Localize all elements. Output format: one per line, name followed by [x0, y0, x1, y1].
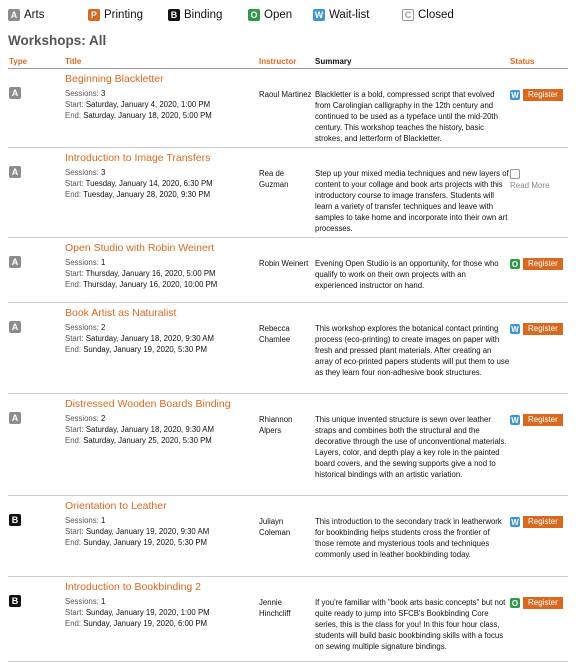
- status-cell: [510, 258, 563, 270]
- type-badge-icon: B: [9, 595, 21, 607]
- sessions-value: 2: [100, 414, 106, 423]
- end-label: End:: [65, 619, 84, 628]
- col-instructor: Instructor: [259, 57, 297, 66]
- sessions-label: Sessions:: [65, 597, 101, 606]
- end-value: Thursday, January 16, 2020, 10:00 PM: [83, 280, 218, 289]
- legend-item-wait-list: [313, 9, 369, 21]
- workshop-summary: This workshop explores the botanical contact printing process (eco-printing) to create images on paper with fresh and pressed plant materials. After creating an array of eco-printed papers students will put them to use as they learn four non-adhesive book structures.: [315, 324, 510, 377]
- instructor-name: Juliayn Coleman: [259, 517, 291, 537]
- legend-label: Arts: [24, 9, 45, 21]
- table-row: [8, 394, 568, 496]
- start-value: Thursday, January 16, 2020, 5:00 PM: [85, 269, 216, 278]
- instructor-name: Robin Weinert: [259, 259, 309, 268]
- workshop-schedule: [65, 88, 212, 121]
- type-badge-icon: B: [9, 514, 21, 526]
- workshop-schedule: [65, 413, 214, 446]
- status-badge-icon: W: [511, 517, 519, 527]
- type-badge-icon: A: [9, 321, 21, 333]
- sessions-value: 3: [100, 89, 106, 98]
- sessions-label: Sessions:: [65, 323, 101, 332]
- workshop-title-link[interactable]: Introduction to Bookbinding 2: [65, 581, 202, 593]
- end-label: End:: [65, 190, 84, 199]
- col-type: Type: [9, 57, 28, 66]
- status-cell: [510, 168, 550, 190]
- sessions-label: Sessions:: [65, 168, 101, 177]
- instructor-name: Jennie Hinchcliff: [259, 598, 291, 618]
- register-button[interactable]: Register: [523, 516, 563, 528]
- workshop-title-link[interactable]: Orientation to Leather: [65, 500, 167, 512]
- sessions-label: Sessions:: [65, 89, 101, 98]
- start-label: Start:: [65, 179, 86, 188]
- end-value: Sunday, January 19, 2020, 5:30 PM: [83, 538, 208, 547]
- legend-badge-icon: O: [248, 9, 260, 21]
- workshop-title-link[interactable]: Introduction to Image Transfers: [65, 152, 211, 164]
- start-value: Sunday, January 19, 2020, 9:30 AM: [85, 527, 210, 536]
- workshop-title-link[interactable]: Book Artist as Naturalist: [65, 307, 177, 319]
- sessions-label: Sessions:: [65, 516, 101, 525]
- sessions-value: 1: [100, 258, 106, 267]
- end-value: Saturday, January 18, 2020, 5:00 PM: [83, 111, 212, 120]
- workshop-summary: Step up your mixed media techniques and new layers of content to your collage and book arts projects with this introductory course to image transfers. Students will learn a variety of transfer techniques and leave with samples to take home and incorporate into their own art processes.: [315, 169, 509, 233]
- workshop-schedule: [65, 257, 217, 290]
- type-badge-icon: A: [9, 256, 21, 268]
- legend-badge-icon: A: [8, 9, 20, 21]
- type-badge-icon: A: [9, 412, 21, 424]
- workshop-title-link[interactable]: Open Studio with Robin Weinert: [65, 242, 215, 254]
- col-status: Status: [510, 57, 535, 66]
- status-badge-icon: W: [511, 324, 519, 334]
- end-value: Saturday, January 25, 2020, 5:30 PM: [83, 436, 212, 445]
- start-label: Start:: [65, 269, 86, 278]
- sessions-value: 1: [100, 516, 106, 525]
- table-row: [8, 238, 568, 303]
- legend-badge-icon: P: [88, 9, 100, 21]
- start-label: Start:: [65, 608, 86, 617]
- table-row: [8, 496, 568, 577]
- legend-label: Printing: [104, 9, 143, 21]
- col-summary: Summary: [315, 57, 352, 66]
- workshop-schedule: [65, 515, 209, 548]
- workshop-schedule: [65, 322, 214, 355]
- status-cell: [510, 323, 563, 335]
- workshop-summary: This introduction to the secondary track in leatherwork for bookbinding helps students cross the frontier of those remote and mysterious tools and techniques commonly used in leather bookbinding today.: [315, 517, 502, 559]
- read-more-link[interactable]: Read More: [510, 181, 550, 190]
- instructor-name: Rhiannon Alpers: [259, 415, 293, 435]
- start-value: Tuesday, January 14, 2020, 6:30 PM: [85, 179, 213, 188]
- status-badge-icon: O: [511, 598, 519, 608]
- end-label: End:: [65, 111, 84, 120]
- legend-item-binding: [168, 9, 222, 21]
- legend-badge-icon: B: [168, 9, 180, 21]
- end-label: End:: [65, 345, 84, 354]
- end-value: Sunday, January 19, 2020, 6:00 PM: [83, 619, 208, 628]
- end-label: End:: [65, 280, 84, 289]
- type-badge-icon: A: [9, 166, 21, 178]
- legend-label: Wait-list: [329, 9, 370, 21]
- workshop-schedule: [65, 596, 210, 629]
- workshop-title-link[interactable]: Distressed Wooden Boards Binding: [65, 398, 231, 410]
- workshop-summary: If you're familiar with "book arts basic concepts" but not quite ready to jump into SFCB's Bookbinding Core series, this is the class for you! In this four hour class, students will build basic bookbinding skills with a focus on sewing multiple signature bindings.: [315, 598, 506, 651]
- workshop-schedule: [65, 167, 213, 200]
- page-title: Workshops: All: [8, 33, 107, 48]
- end-label: End:: [65, 538, 84, 547]
- legend-label: Open: [264, 9, 293, 21]
- start-label: Start:: [65, 334, 86, 343]
- sessions-value: 1: [100, 597, 106, 606]
- status-cell: [510, 89, 563, 101]
- instructor-name: Raoul Martinez: [259, 90, 312, 99]
- start-value: Saturday, January 18, 2020, 9:30 AM: [85, 425, 214, 434]
- type-badge-icon: A: [9, 87, 21, 99]
- end-value: Sunday, January 19, 2020, 5:30 PM: [83, 345, 208, 354]
- instructor-name: Rea de Guzman: [259, 169, 289, 189]
- status-cell: [510, 414, 563, 426]
- workshop-title-link[interactable]: Beginning Blackletter: [65, 73, 164, 85]
- table-row: [8, 303, 568, 394]
- start-value: Saturday, January 18, 2020, 9:30 AM: [85, 334, 214, 343]
- legend-item-arts: [8, 9, 44, 21]
- register-button[interactable]: Register: [523, 258, 563, 270]
- instructor-name: Rebecca Chamlee: [259, 324, 291, 344]
- register-button[interactable]: Register: [523, 323, 563, 335]
- workshop-summary: This unique invented structure is sewn over leather straps and combines both the structural and the decorative through the use of unconventional materials. Layers, color, and depth play a key role in the painted board covers, and the sewing supports give a nod to historical bindings with an artistic variation.: [315, 415, 507, 479]
- legend-badge-icon: C: [402, 9, 414, 21]
- legend-label: Closed: [418, 9, 454, 21]
- legend-item-open: [248, 9, 292, 21]
- workshop-summary: Evening Open Studio is an opportunity, for those who qualify to work on their own projects with an experienced instructor on hand.: [315, 259, 499, 290]
- status-cell: [510, 597, 563, 609]
- end-value: Tuesday, January 28, 2020, 9:30 PM: [83, 190, 211, 199]
- legend-label: Binding: [184, 9, 223, 21]
- legend: [8, 9, 568, 27]
- start-label: Start:: [65, 527, 86, 536]
- register-button[interactable]: Register: [523, 414, 563, 426]
- sessions-label: Sessions:: [65, 258, 101, 267]
- start-label: Start:: [65, 425, 86, 434]
- status-badge-icon: C: [510, 169, 520, 179]
- table-row: [8, 577, 568, 662]
- table-row: [8, 69, 568, 148]
- sessions-value: 2: [100, 323, 106, 332]
- status-badge-icon: O: [511, 259, 519, 269]
- status-cell: [510, 516, 563, 528]
- start-value: Saturday, January 4, 2020, 1:00 PM: [85, 100, 211, 109]
- end-label: End:: [65, 436, 84, 445]
- sessions-label: Sessions:: [65, 414, 101, 423]
- register-button[interactable]: Register: [523, 597, 563, 609]
- status-badge-icon: W: [511, 415, 519, 425]
- table-row: [8, 148, 568, 238]
- start-value: Sunday, January 19, 2020, 1:00 PM: [85, 608, 210, 617]
- register-button[interactable]: Register: [523, 89, 563, 101]
- legend-item-printing: [88, 9, 143, 21]
- col-title: Title: [65, 57, 82, 66]
- legend-item-closed: [402, 9, 454, 21]
- workshop-summary: Blackletter is a bold, compressed script that evolved from Carolingian calligraphy in the 12th century and continued to be used as a typeface until the mid-20th century. This workshop teaches the history, basic strokes, and letterform of Blackletter.: [315, 90, 498, 143]
- sessions-value: 3: [100, 168, 106, 177]
- status-badge-icon: W: [511, 90, 519, 100]
- start-label: Start:: [65, 100, 86, 109]
- legend-badge-icon: W: [314, 10, 324, 20]
